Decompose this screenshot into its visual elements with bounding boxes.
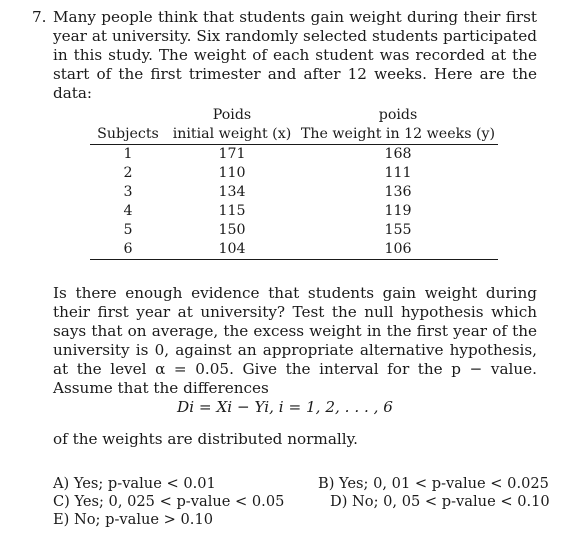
- table-cell: 6: [90, 240, 166, 260]
- table-cell: 136: [384, 184, 412, 200]
- table-cell: 4: [123, 203, 133, 219]
- table-row: [90, 202, 498, 221]
- table-cell: 171: [218, 146, 246, 162]
- intro-paragraph: Many people think that students gain weight during their first year at university. Six randomly selected students participated in this study. The weight of each student was recorded at the start of the first trimester and after 12 weeks. Here are the data:: [53, 8, 537, 102]
- table-header-top-cell: poids: [378, 107, 418, 123]
- table-cell: 168: [384, 146, 412, 162]
- answer-option-d[interactable]: D) No; 0, 05 < p-value < 0.10: [330, 493, 550, 510]
- table-header-row: [90, 125, 498, 145]
- table-header-cell: initial weight (x): [166, 125, 298, 145]
- table-cell: 150: [218, 222, 246, 238]
- table-cell: 134: [218, 184, 246, 200]
- table-header-top-cell: Poids: [212, 107, 252, 123]
- table-header-cell: The weight in 12 weeks (y): [298, 125, 498, 145]
- table-cell: 1: [123, 146, 133, 162]
- table-cell: 2: [123, 165, 133, 181]
- table-row: [90, 164, 498, 183]
- table-row: [90, 183, 498, 202]
- equation: Di = Xi − Yi, i = 1, 2, . . . , 6: [177, 398, 393, 416]
- data-table: [90, 106, 498, 260]
- table-cell: 106: [298, 240, 498, 260]
- answer-option-a[interactable]: A) Yes; p-value < 0.01: [53, 475, 216, 492]
- table-cell: 155: [384, 222, 412, 238]
- table-cell: 104: [166, 240, 298, 260]
- table-row: [90, 145, 498, 165]
- table-header-top-cell: [90, 106, 166, 125]
- table-cell: 119: [384, 203, 412, 219]
- distribution-note: of the weights are distributed normally.: [53, 430, 358, 448]
- table-cell: 111: [384, 165, 412, 181]
- problem-number: 7.: [32, 8, 47, 26]
- table-header-top-row: [90, 106, 498, 125]
- table-cell: 110: [218, 165, 246, 181]
- table-row: [90, 240, 498, 260]
- table-cell: 5: [123, 222, 133, 238]
- table-cell: 3: [123, 184, 133, 200]
- table-row: [90, 221, 498, 240]
- table-cell: 115: [218, 203, 246, 219]
- data-table-container: [90, 106, 498, 260]
- answer-option-e[interactable]: E) No; p-value > 0.10: [53, 511, 214, 528]
- table-header-cell: Subjects: [90, 125, 166, 145]
- answer-option-c[interactable]: C) Yes; 0, 025 < p-value < 0.05: [53, 493, 285, 510]
- question-paragraph: Is there enough evidence that students gain weight during their first year at university? Test the null hypothesis which says that on average, the excess weight in the first year of the university is 0, against an appropriate alternative hypothesis, at the level α = 0.05. Give the interval for the p − value. Assume that the differences: [53, 284, 537, 397]
- answer-option-b[interactable]: B) Yes; 0, 01 < p-value < 0.025: [318, 475, 549, 492]
